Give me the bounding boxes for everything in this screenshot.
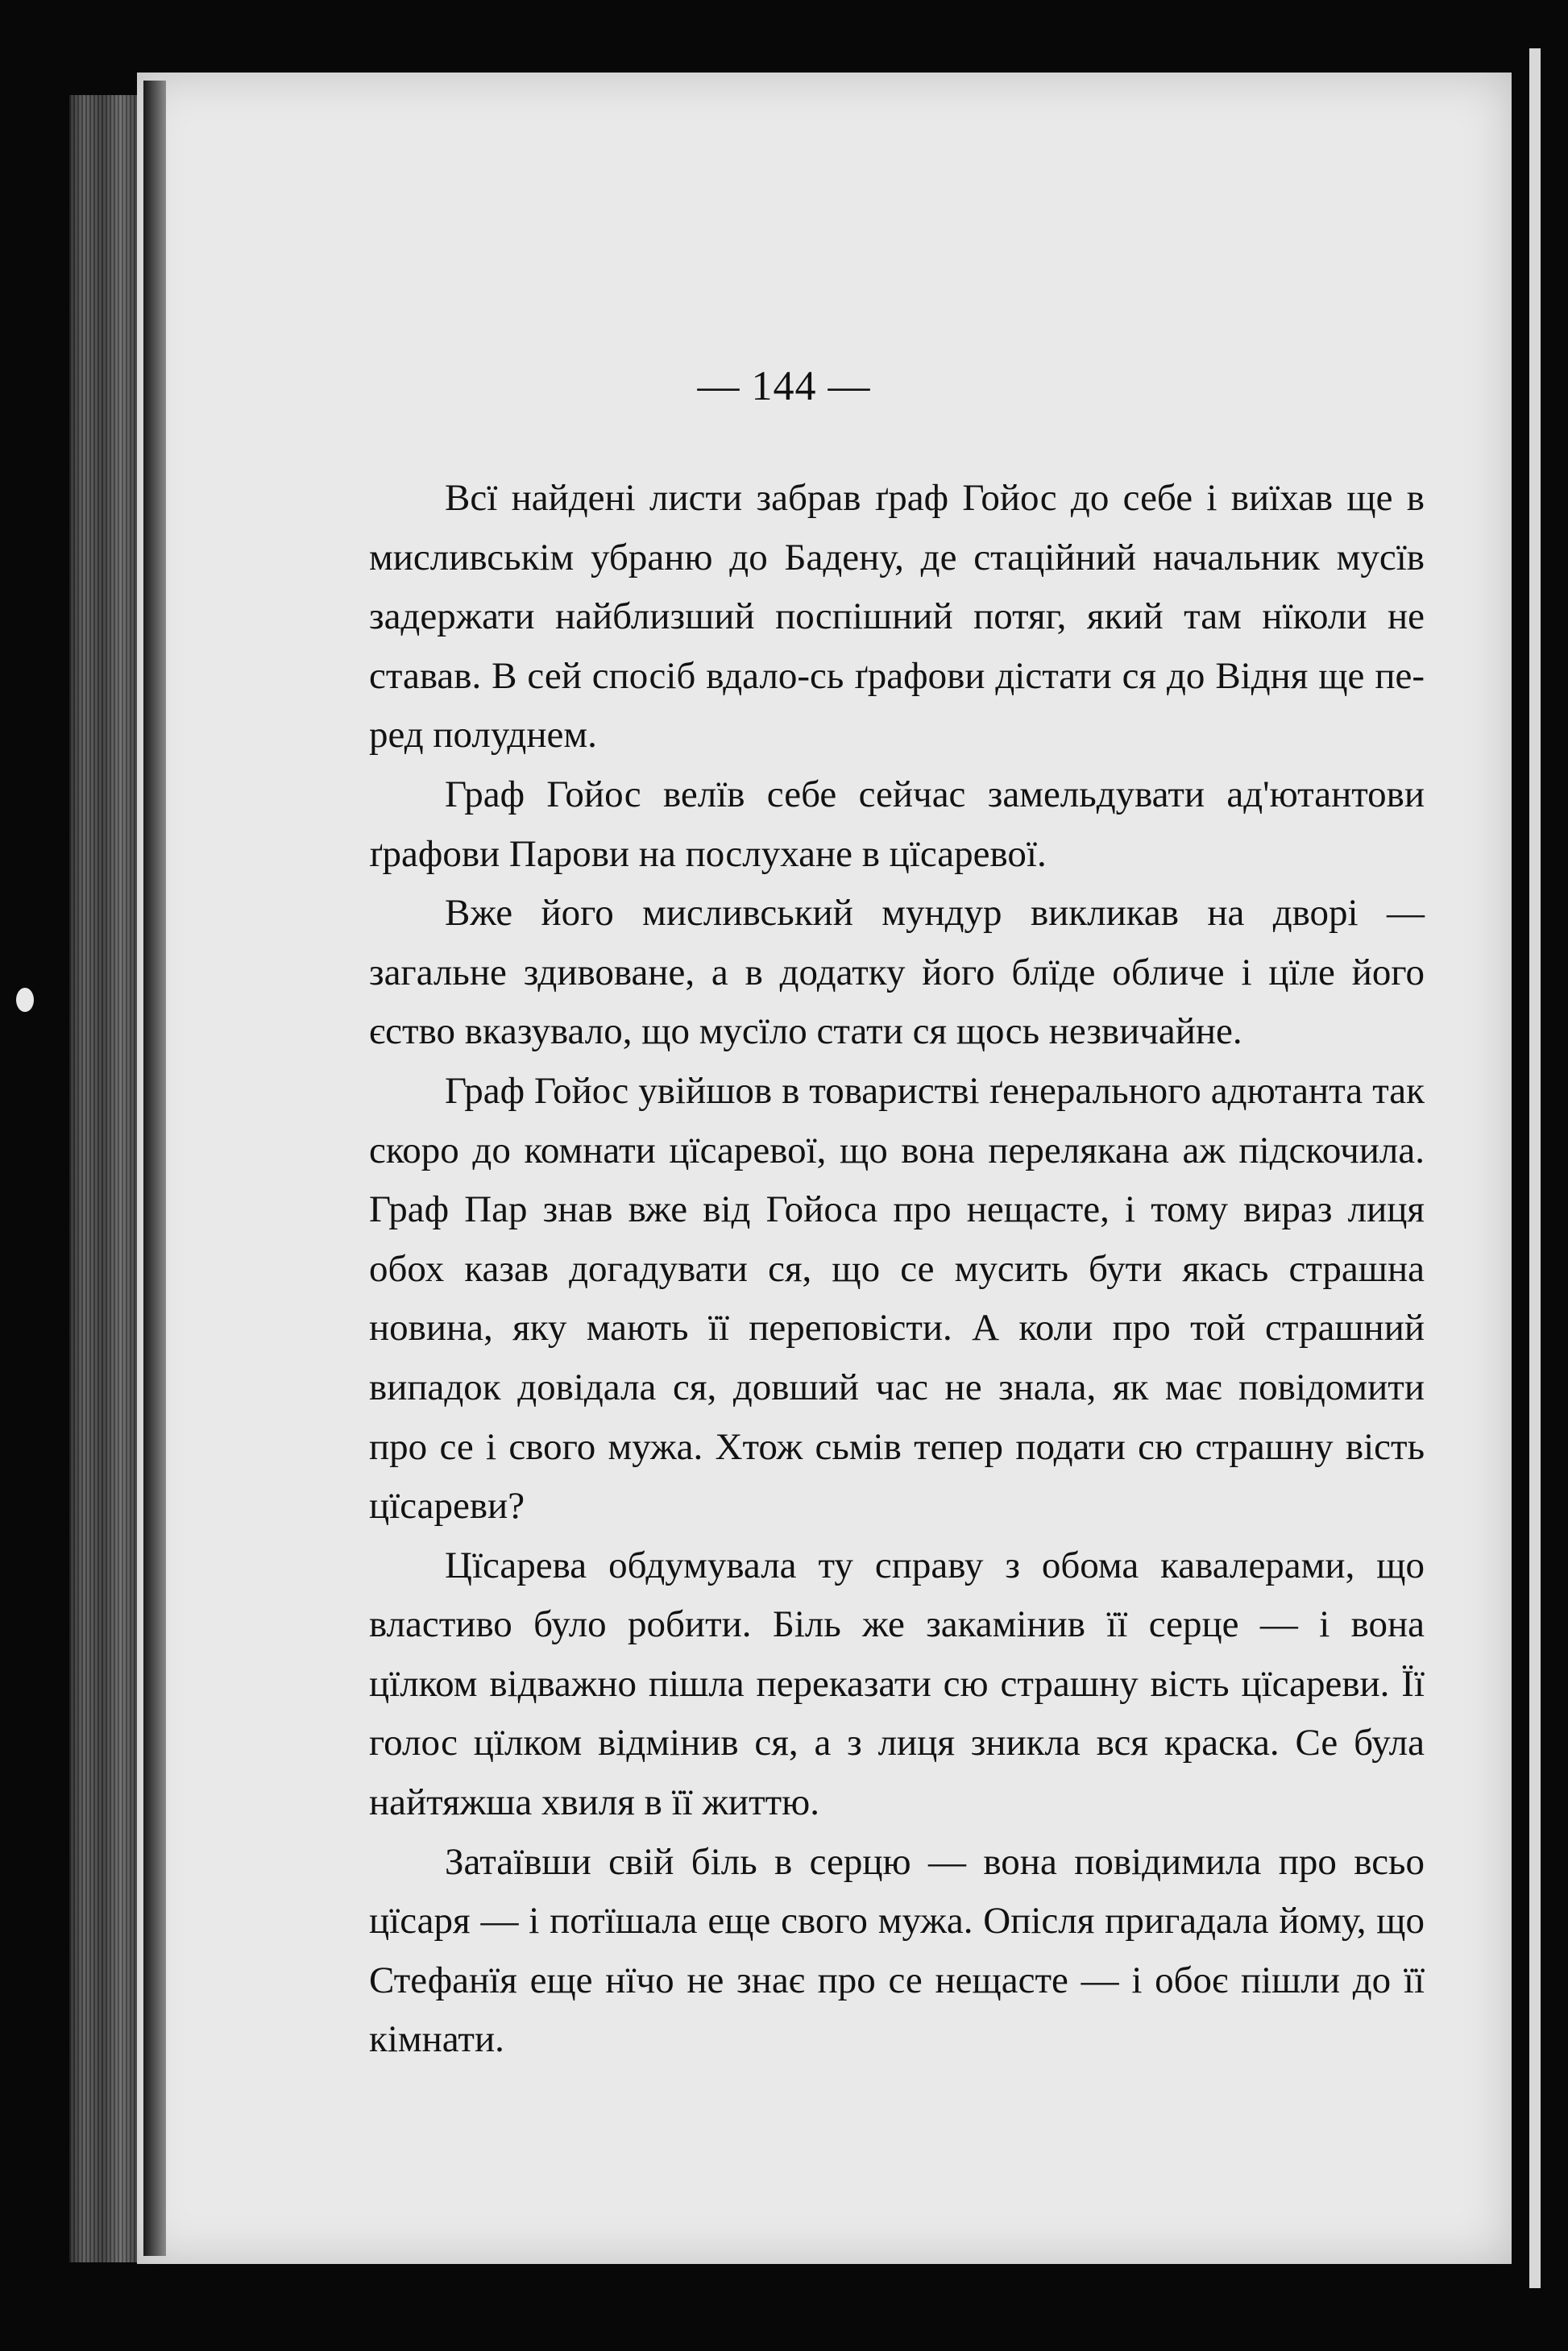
paragraph-1: Всї найдені листи забрав ґраф Гойос до себе і виїхав ще в мисливськім убраню до Бадену, де стаційний начальник мусїв задержати найблизший поспішний потяг, який там нїколи не ставав. В сей спосіб вдало-сь ґрафови дістати ся до Відня ще перед полуднем.: [369, 477, 1425, 757]
film-punch-hole: [16, 988, 34, 1012]
paragraph-2: Граф Гойос велїв себе сейчас замельдувати ад'ютантови ґрафови Парови на послухане в цїсаревої.: [369, 773, 1425, 875]
paragraph-3: Вже його мисливський мундур викликав на дворі — загальне здивоване, а в додатку його блїде обличе і цїле його єство вказувало, що мусїло стати ся щось незвичайне.: [369, 892, 1425, 1053]
page-number: — 144 —: [697, 363, 871, 409]
book-edge: [69, 95, 143, 2262]
paragraph-6: Затаївши свій біль в серцю — вона повідимила про всьо цїсаря — і потїшала еще свого мужа. Опісля пригадала йому, що Стефанїя еще нїчо не знає про се нещасте — і обоє пішли до її кімнати.: [369, 1840, 1425, 2061]
paragraph-4: Граф Гойос увійшов в товаристві ґенерального адютанта так скоро до комнати цїсаревої, що вона перелякана аж підскочила. Граф Пар знав вже від Гойоса про нещасте, і тому вираз лиця обох казав догадувати ся, що се мусить бути якась страшна новина, яку мають її переповісти. А коли про той страшний випадок довідала ся, довший час не знала, як має повідомити про се і свого мужа. Хтож сьмів тепер подати сю страшну вість цїсареви?: [369, 1069, 1425, 1528]
page-text: [369, 469, 1425, 2070]
paragraph-5: Цїсарева обдумувала ту справу з обома кавалерами, що властиво було робити. Біль же закамінив її серце — і вона цїлком відважно пішла переказати сю страшну вість цїсареви. Її голос цїлком відмінив ся, а з лиця зникла вся краска. Се була найтяжша хвиля в її життю.: [369, 1544, 1425, 1824]
